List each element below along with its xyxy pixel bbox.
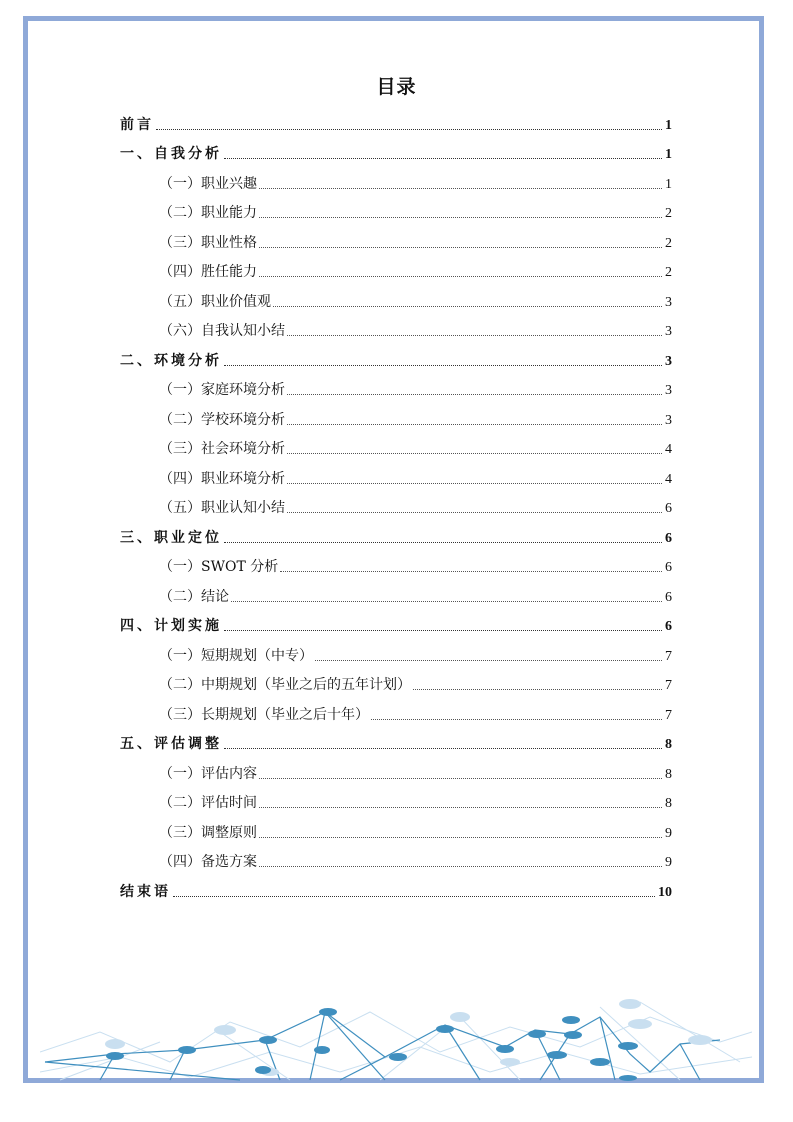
toc-entry[interactable] [120, 665, 672, 695]
dot-leader [259, 837, 662, 838]
toc-entry-page: 6 [665, 560, 672, 575]
toc-entry-label: （一）职业兴趣 [159, 175, 257, 192]
toc-entry-label: （五）职业价值观 [159, 293, 271, 310]
toc-entry-page: 10 [658, 884, 672, 900]
toc-entry[interactable] [120, 547, 672, 577]
dot-leader [224, 158, 662, 159]
toc-entry-page: 7 [665, 678, 672, 693]
toc-entry-label: （四）备选方案 [159, 854, 257, 870]
dot-leader [259, 188, 662, 189]
toc-entry[interactable] [120, 783, 672, 813]
dot-leader [287, 483, 662, 484]
dot-leader [280, 571, 662, 572]
toc-entry-label: 结束语 [120, 883, 171, 900]
toc-entry-page: 6 [665, 501, 672, 516]
toc-entry-page: 8 [665, 737, 672, 752]
dot-leader [287, 424, 662, 425]
dot-leader [259, 276, 662, 277]
toc-entry-page: 3 [665, 412, 672, 428]
toc-entry-label: （二）学校环境分析 [159, 411, 285, 428]
toc-entry-page: 1 [665, 176, 672, 192]
toc-entry-page: 4 [665, 471, 672, 487]
toc-entry[interactable] [120, 488, 672, 518]
toc-entry-page: 1 [665, 117, 672, 133]
toc-entry[interactable] [120, 576, 672, 606]
network-light-nodes [105, 999, 712, 1076]
toc-entry[interactable] [120, 311, 672, 341]
dot-leader [413, 689, 662, 690]
toc-entry[interactable] [120, 399, 672, 429]
toc-entry-label: （六）自我认知小结 [159, 323, 285, 339]
dot-leader [371, 719, 662, 720]
toc-entry-page: 3 [665, 324, 672, 339]
toc-entry[interactable] [120, 724, 672, 754]
toc-entry[interactable] [120, 370, 672, 400]
toc-entry[interactable] [120, 458, 672, 488]
toc-entry-page: 6 [665, 619, 672, 634]
dot-leader [259, 778, 662, 779]
toc-entry-label: （三）调整原则 [159, 824, 257, 841]
toc-entry[interactable] [120, 252, 672, 282]
toc-entry-page: 7 [665, 648, 672, 664]
toc-entry-page: 3 [665, 353, 672, 369]
toc-entry[interactable] [120, 134, 672, 164]
toc-entry-label: 五、评估调整 [120, 736, 222, 752]
network-decoration [40, 992, 752, 1082]
toc-entry-label: （一）短期规划（中专） [159, 647, 313, 664]
toc-entry-page: 2 [665, 235, 672, 251]
toc-entry-label: （四）胜任能力 [159, 264, 257, 280]
toc-entry-label: （二）中期规划（毕业之后的五年计划） [159, 677, 411, 693]
toc-entry[interactable] [120, 340, 672, 370]
dot-leader [224, 365, 662, 366]
toc-entry-label: （二）职业能力 [159, 205, 257, 221]
toc-entry[interactable] [120, 222, 672, 252]
toc-entry-label: 一、自我分析 [120, 146, 222, 162]
toc-entry-page: 4 [665, 442, 672, 457]
dot-leader [224, 542, 662, 543]
toc-entry[interactable] [120, 842, 672, 872]
toc-entry-page: 3 [665, 294, 672, 310]
toc-entry-label: 三、职业定位 [120, 529, 222, 546]
dot-leader [173, 896, 655, 897]
dot-leader [315, 660, 662, 661]
dot-leader [259, 247, 662, 248]
toc-entry-page: 6 [665, 530, 672, 546]
dot-leader [259, 217, 662, 218]
toc-entry[interactable] [120, 163, 672, 193]
toc-entry-label: （一）评估内容 [159, 765, 257, 782]
network-dark-nodes [106, 1008, 638, 1081]
toc-entry[interactable] [120, 812, 672, 842]
toc-entry[interactable] [120, 104, 672, 134]
toc-entry[interactable] [120, 694, 672, 724]
toc-entry[interactable] [120, 871, 672, 901]
toc-entry-page: 6 [665, 589, 672, 605]
toc-entry-label: （一）家庭环境分析 [159, 382, 285, 398]
toc-entry-page: 2 [665, 265, 672, 280]
dot-leader [287, 335, 662, 336]
toc-entry[interactable] [120, 753, 672, 783]
toc-entry-page: 8 [665, 796, 672, 811]
dot-leader [287, 453, 662, 454]
toc-entry-label: （五）职业认知小结 [159, 500, 285, 516]
dot-leader [287, 512, 662, 513]
dot-leader [273, 306, 662, 307]
dot-leader [287, 394, 662, 395]
toc-entry-label: （一）SWOT 分析 [159, 559, 279, 575]
toc-entry-label: （三）长期规划（毕业之后十年） [159, 706, 369, 723]
toc-entry[interactable] [120, 429, 672, 459]
toc-entry-label: （二）结论 [159, 588, 229, 605]
toc-title: 目录 [376, 76, 417, 98]
toc-entry-label: （二）评估时间 [159, 795, 257, 811]
dot-leader [259, 866, 662, 867]
toc-entry-label: （三）社会环境分析 [159, 441, 285, 457]
toc-entry[interactable] [120, 281, 672, 311]
toc-entry-page: 1 [665, 147, 672, 162]
dot-leader [156, 129, 662, 130]
toc-entry-page: 7 [665, 707, 672, 723]
table-of-contents [120, 104, 672, 901]
toc-entry-label: 前言 [120, 116, 154, 133]
dot-leader [231, 601, 662, 602]
toc-entry-page: 3 [665, 383, 672, 398]
dot-leader [224, 630, 662, 631]
toc-entry-label: 二、环境分析 [120, 352, 222, 369]
toc-entry[interactable] [120, 606, 672, 636]
toc-entry-page: 9 [665, 825, 672, 841]
toc-entry-page: 9 [665, 855, 672, 870]
toc-entry-label: （三）职业性格 [159, 234, 257, 251]
dot-leader [259, 807, 662, 808]
dot-leader [224, 748, 662, 749]
toc-entry-page: 2 [665, 206, 672, 221]
toc-entry-page: 8 [665, 766, 672, 782]
toc-entry[interactable] [120, 193, 672, 223]
toc-entry-label: （四）职业环境分析 [159, 470, 285, 487]
toc-entry[interactable] [120, 517, 672, 547]
toc-entry[interactable] [120, 635, 672, 665]
toc-entry-label: 四、计划实施 [120, 618, 222, 634]
